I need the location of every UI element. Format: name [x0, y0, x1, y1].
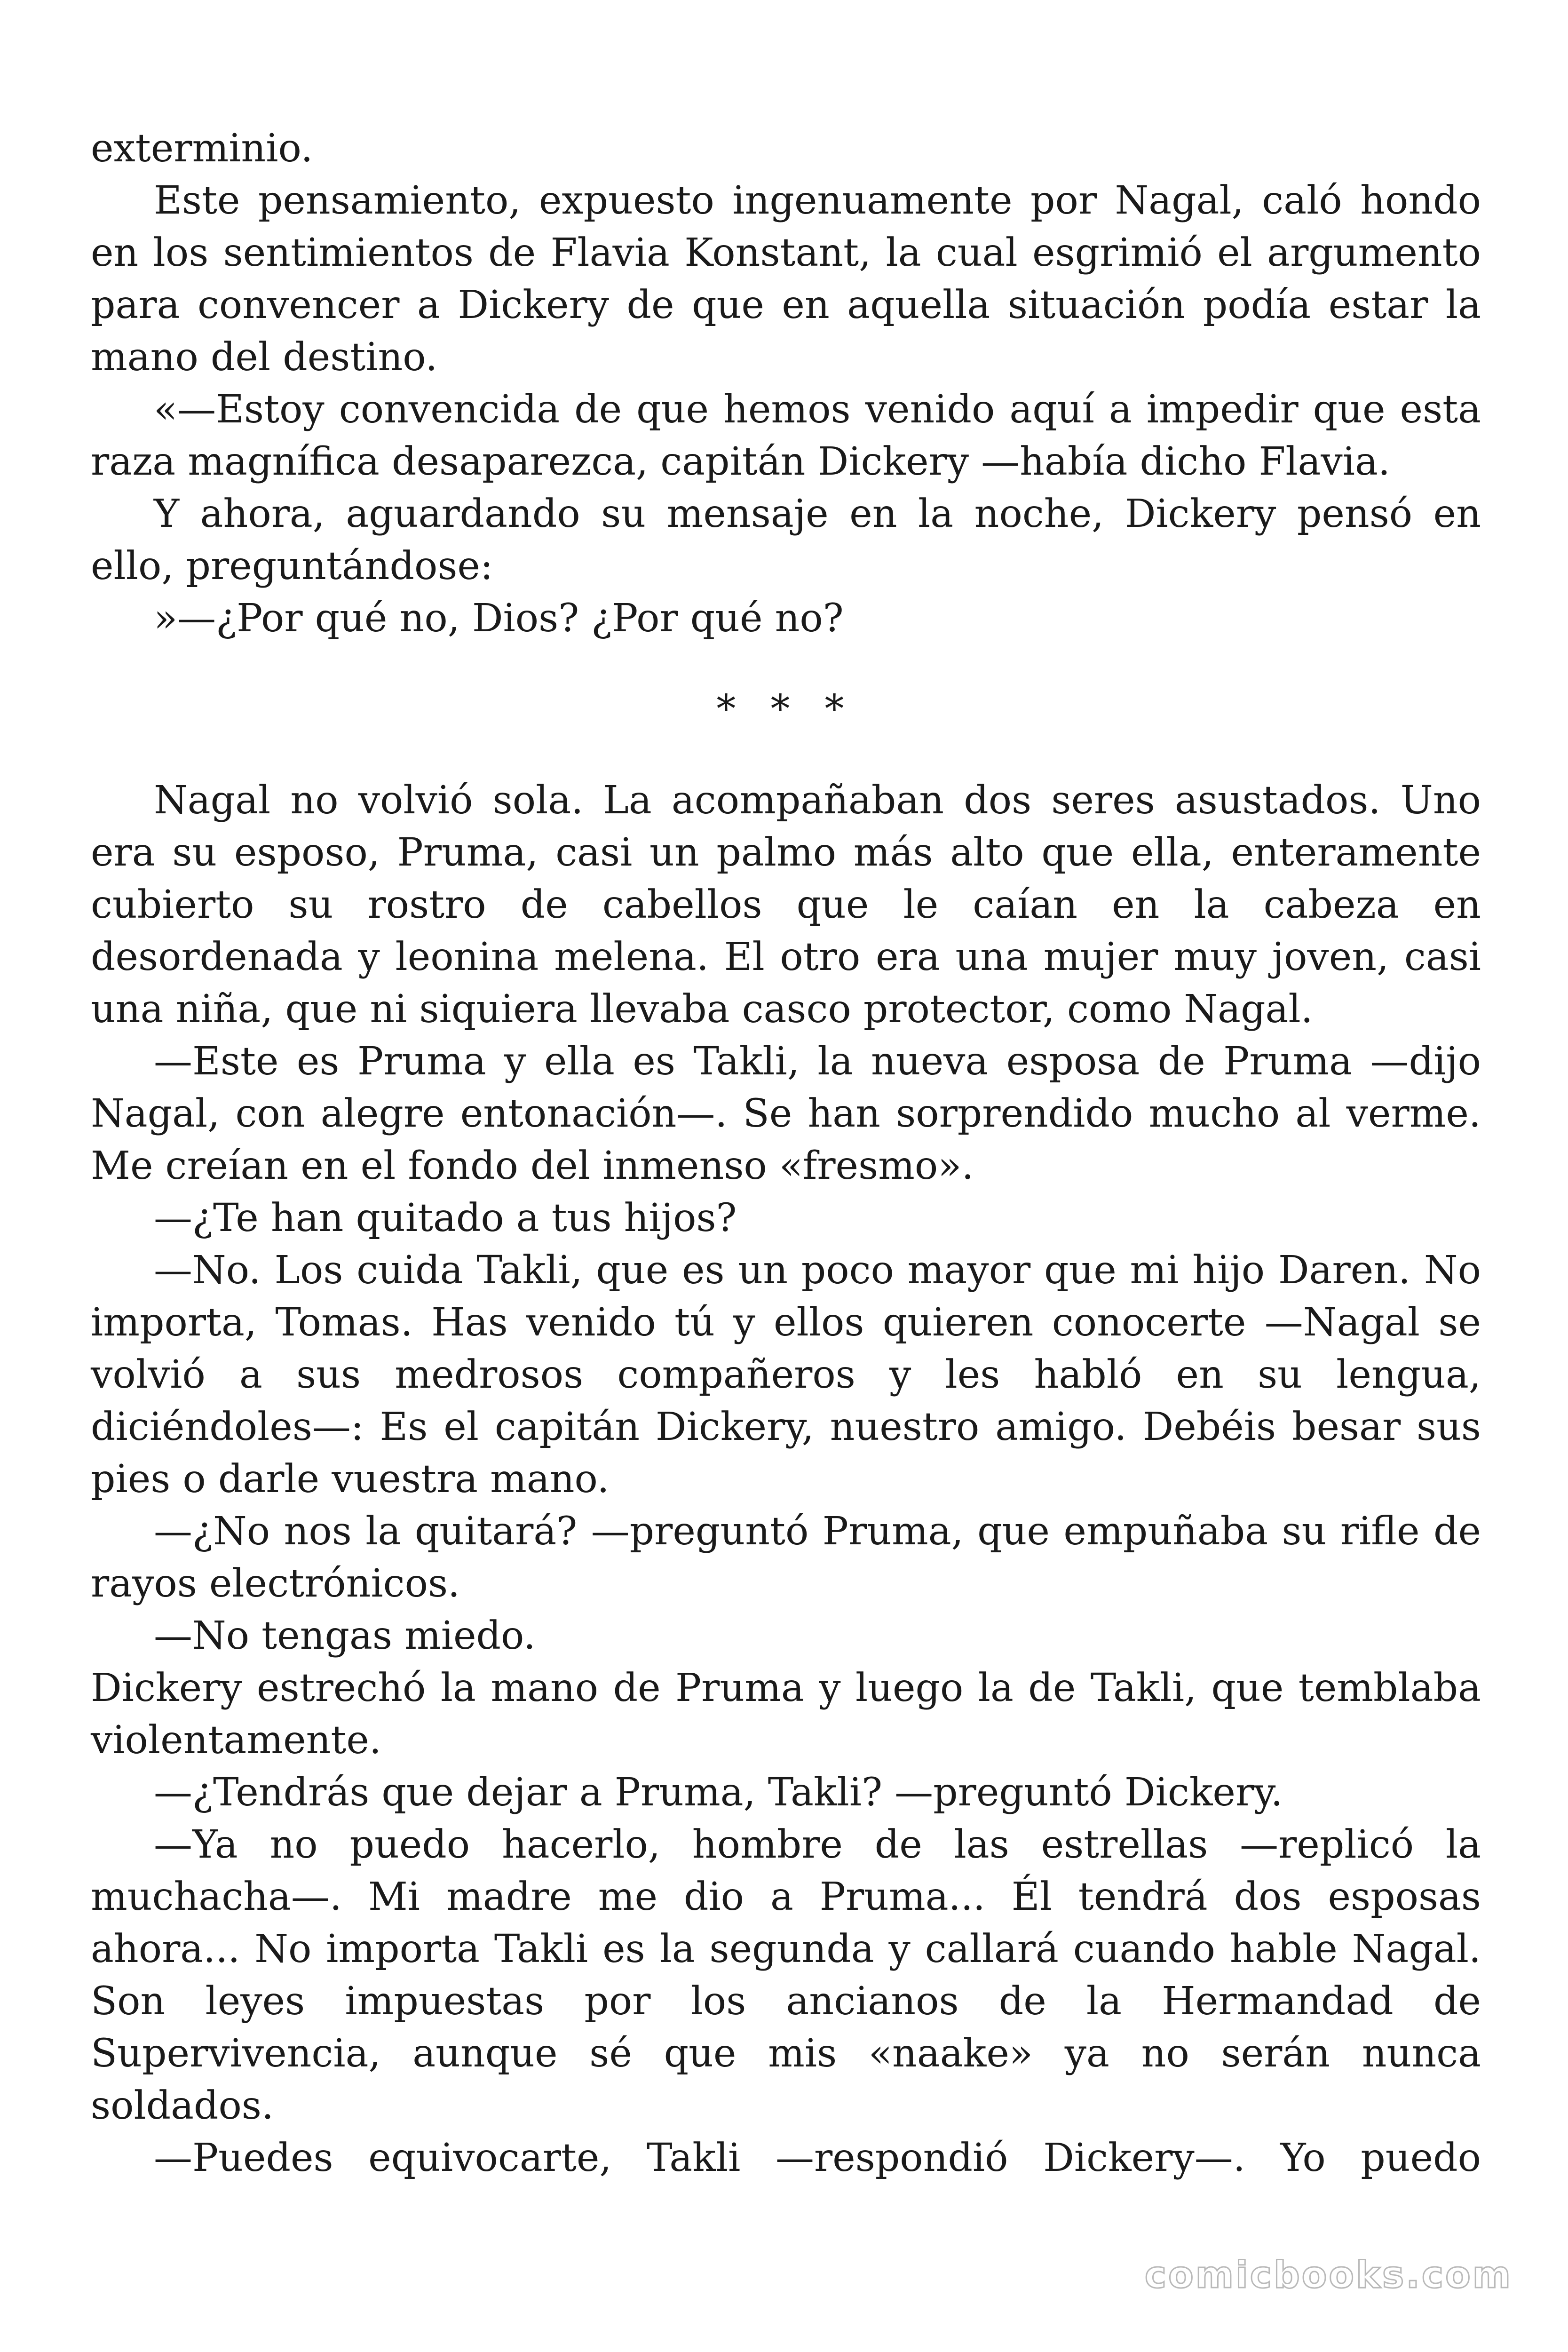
paragraph: »—¿Por qué no, Dios? ¿Por qué no? [154, 596, 844, 641]
paragraph: —No tengas miedo. [154, 1613, 536, 1658]
paragraph: Y ahora, aguardando su mensaje en la noche, Dickery pensó en ello, preguntándose: [91, 492, 1481, 588]
paragraph: «—Estoy convencida de que hemos venido aquí a impedir que esta raza magnífica desaparezca, capitán Dickery —había dicho Flavia. [91, 387, 1481, 484]
paragraph: —No. Los cuida Takli, que es un poco mayor que mi hijo Daren. No importa, Tomas. Has venido tú y ellos quieren conocerte —Nagal se volvió a sus medrosos compañeros y les habló en su lengua, diciéndoles—: Es el capitán Dickery, nuestro amigo. Debéis besar sus pies o darle vuestra mano. [91, 1248, 1481, 1502]
paragraph: Dickery estrechó la mano de Pruma y luego la de Takli, que temblaba violentamente. [91, 1666, 1481, 1763]
paragraph: Este pensamiento, expuesto ingenuamente por Nagal, caló hondo en los sentimientos de Flavia Konstant, la cual esgrimió el argumento para convencer a Dickery de que en aquella situación podía estar la mano del destino. [91, 178, 1481, 380]
paragraph: —Este es Pruma y ella es Takli, la nueva esposa de Pruma —dijo Nagal, con alegre entonación—. Se han sorprendido mucho al verme. Me creían en el fondo del inmenso «fresmo». [91, 1039, 1481, 1188]
paragraph: —¿Tendrás que dejar a Pruma, Takli? —preguntó Dickery. [154, 1770, 1283, 1815]
paragraph: —¿Te han quitado a tus hijos? [154, 1196, 737, 1240]
paragraph: Nagal no volvió sola. La acompañaban dos seres asustados. Uno era su esposo, Pruma, casi un palmo más alto que ella, enteramente cubierto su rostro de cabellos que le caían en la cabeza en desordenada y leonina melena. El otro era una mujer muy joven, casi una niña, que ni siquiera llevaba casco protector, como Nagal. [91, 778, 1481, 1032]
paragraph: —Puedes equivocarte, Takli —respondió Dickery—. Yo puedo [154, 2136, 1481, 2180]
scene-break: * * * [716, 687, 855, 731]
paragraph: —Ya no puedo hacerlo, hombre de las estrellas —replicó la muchacha—. Mi madre me dio a Pruma... Él tendrá dos esposas ahora... No importa Takli es la segunda y callará cuando hable Nagal. Son leyes impuestas por los ancianos de la Hermandad de Supervivencia, aunque sé que mis «naake» ya no serán nunca soldados. [91, 1822, 1481, 2128]
page-body-text [91, 122, 1481, 2184]
paragraph: —¿No nos la quitará? —preguntó Pruma, que empuñaba su rifle de rayos electrónicos. [91, 1509, 1481, 1606]
watermark: comicbooks.com [1144, 2254, 1513, 2296]
paragraph: exterminio. [91, 126, 313, 171]
